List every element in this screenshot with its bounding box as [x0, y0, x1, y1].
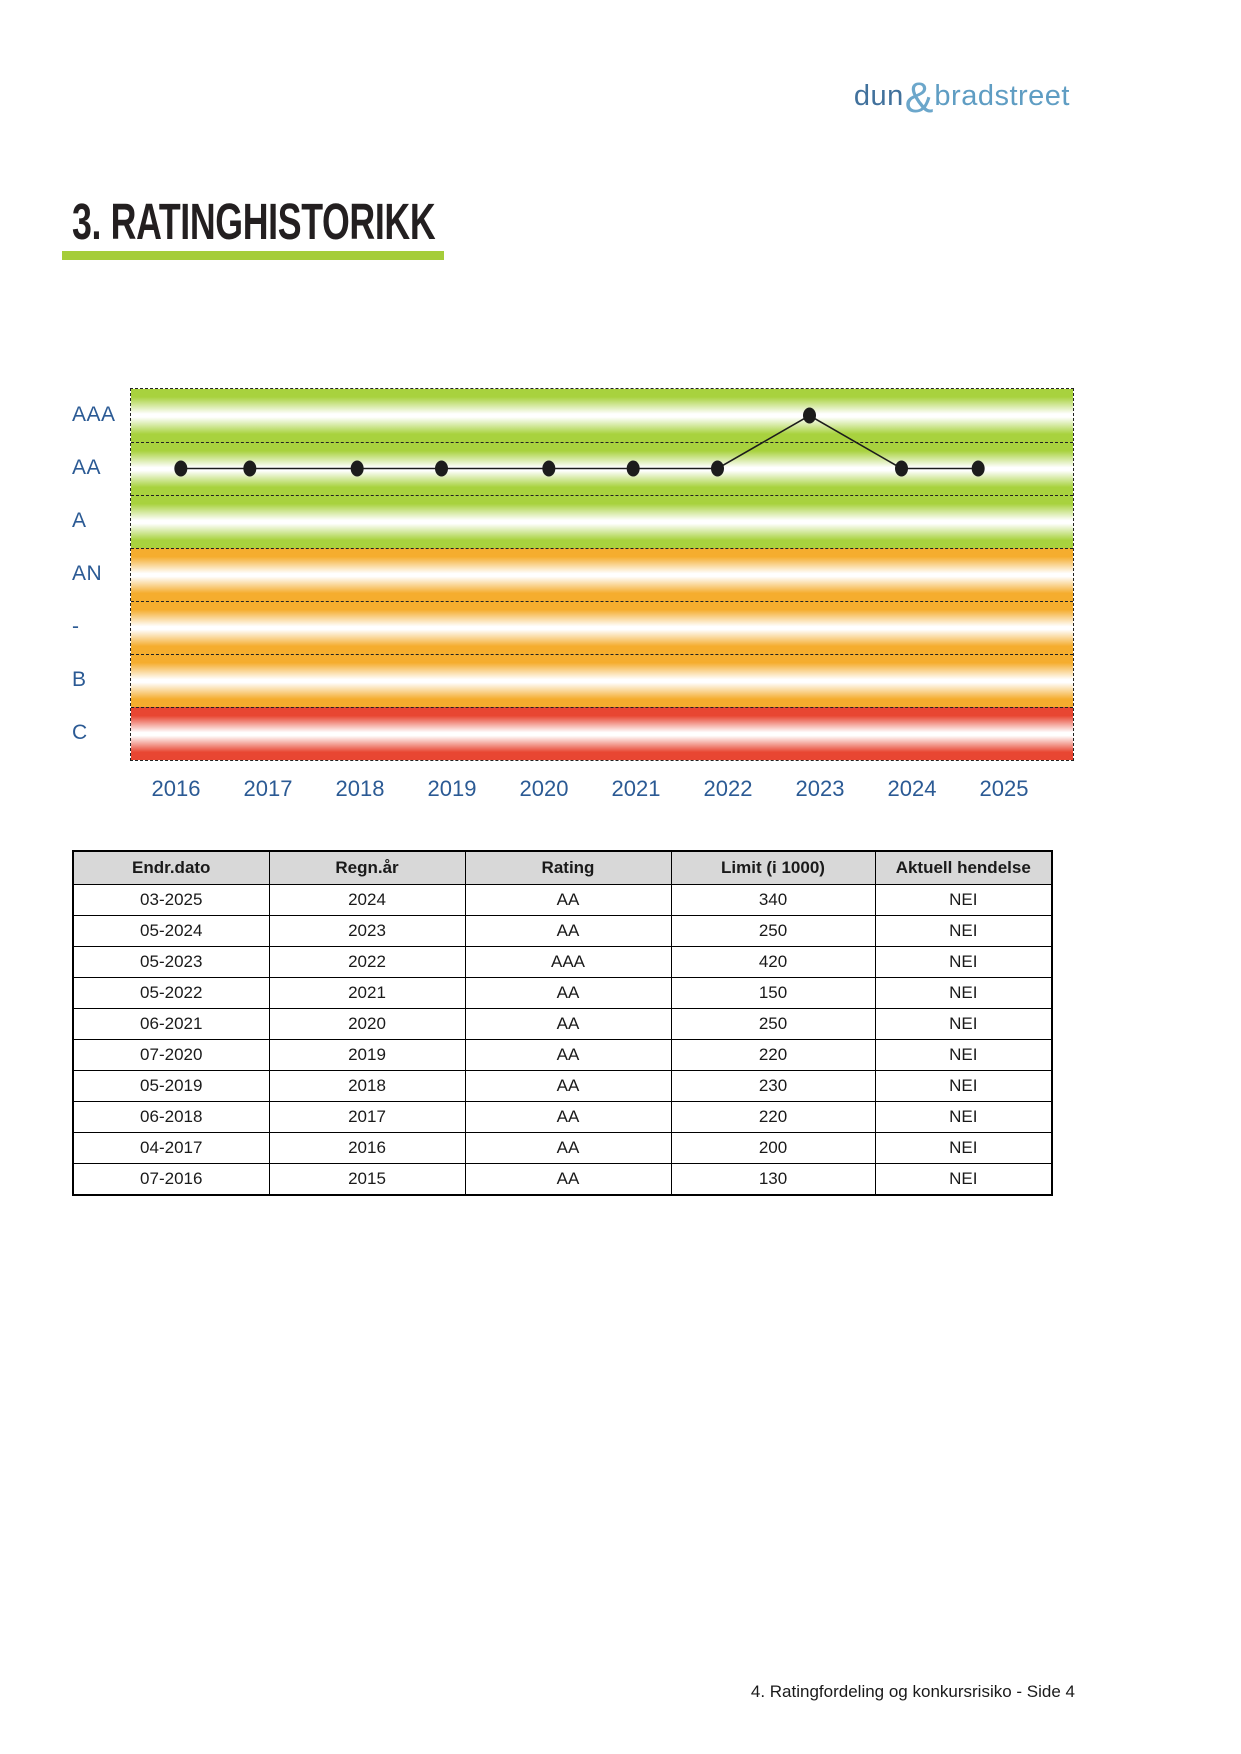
table-header-row: [73, 851, 1052, 885]
table-cell: 2019: [269, 1040, 465, 1071]
table-header-4: Aktuell hendelse: [875, 851, 1052, 885]
table-cell: 340: [671, 885, 875, 916]
table-cell: AA: [465, 1040, 671, 1071]
data-point-05-2019: [435, 461, 448, 477]
table-row: [73, 1164, 1052, 1196]
table-cell: AA: [465, 1009, 671, 1040]
data-point-05-2022: [711, 461, 724, 477]
table-row: [73, 885, 1052, 916]
table-header-0: Endr.dato: [73, 851, 269, 885]
y-axis-label-dash: -: [72, 614, 80, 638]
x-axis-label-2023: 2023: [795, 776, 845, 801]
x-axis-label-2017: 2017: [243, 776, 293, 801]
table-header-2: Rating: [465, 851, 671, 885]
data-point-04-2017: [243, 461, 256, 477]
rating-trend-chart: [131, 389, 1073, 760]
table-row: [73, 1071, 1052, 1102]
logo-text-dun: dun: [853, 80, 904, 112]
y-axis-label-aaa: AAA: [72, 402, 116, 426]
table-cell: NEI: [875, 1133, 1052, 1164]
table-cell: NEI: [875, 947, 1052, 978]
table-cell: 200: [671, 1133, 875, 1164]
x-axis-label-2016: 2016: [151, 776, 201, 801]
logo-text-bradstreet: bradstreet: [934, 80, 1070, 112]
table-cell: AA: [465, 1071, 671, 1102]
table-cell: AA: [465, 1164, 671, 1196]
x-axis-label-2024: 2024: [887, 776, 937, 801]
data-point-07-2016: [174, 461, 187, 477]
data-point-06-2018: [351, 461, 364, 477]
table-cell: 420: [671, 947, 875, 978]
x-axis-label-2021: 2021: [611, 776, 661, 801]
table-cell: 05-2022: [73, 978, 269, 1009]
x-axis-label-2025: 2025: [979, 776, 1029, 801]
table-row: [73, 947, 1052, 978]
table-cell: AAA: [465, 947, 671, 978]
table-cell: 250: [671, 1009, 875, 1040]
table-cell: 150: [671, 978, 875, 1009]
table-cell: AA: [465, 1133, 671, 1164]
table-row: [73, 916, 1052, 947]
y-axis-label-an: AN: [72, 561, 103, 585]
table-cell: NEI: [875, 978, 1052, 1009]
y-axis-label-b: B: [72, 667, 87, 691]
table-cell: 2017: [269, 1102, 465, 1133]
table-cell: 2023: [269, 916, 465, 947]
table-cell: NEI: [875, 885, 1052, 916]
page-title: 3. RATINGHISTORIKK: [72, 193, 436, 250]
table-cell: 06-2021: [73, 1009, 269, 1040]
x-axis-label-2022: 2022: [703, 776, 753, 801]
data-point-03-2025: [972, 461, 985, 477]
x-axis-label-2018: 2018: [335, 776, 385, 801]
table-cell: 2024: [269, 885, 465, 916]
table-cell: 05-2023: [73, 947, 269, 978]
table-cell: 2020: [269, 1009, 465, 1040]
title-accent-bar: [62, 251, 444, 260]
table-cell: 07-2016: [73, 1164, 269, 1196]
table-cell: 220: [671, 1102, 875, 1133]
data-point-06-2021: [627, 461, 640, 477]
x-axis-label-2019: 2019: [427, 776, 477, 801]
table-cell: NEI: [875, 1102, 1052, 1133]
table-row: [73, 1102, 1052, 1133]
data-point-05-2024: [895, 461, 908, 477]
table-row: [73, 1009, 1052, 1040]
table-cell: NEI: [875, 1071, 1052, 1102]
y-axis-label-aa: AA: [72, 455, 102, 479]
table-cell: 2018: [269, 1071, 465, 1102]
table-cell: 250: [671, 916, 875, 947]
table-cell: AA: [465, 1102, 671, 1133]
table-cell: 05-2019: [73, 1071, 269, 1102]
data-point-05-2023: [803, 408, 816, 424]
y-axis-label-a: A: [72, 508, 87, 532]
table-cell: 2016: [269, 1133, 465, 1164]
table-cell: 2021: [269, 978, 465, 1009]
table-cell: 04-2017: [73, 1133, 269, 1164]
table-cell: AA: [465, 916, 671, 947]
page-footer: 4. Ratingfordeling og konkursrisiko - Side 4: [750, 1682, 1075, 1701]
table-cell: AA: [465, 885, 671, 916]
table-header-3: Limit (i 1000): [671, 851, 875, 885]
table-cell: AA: [465, 978, 671, 1009]
y-axis-label-c: C: [72, 720, 88, 744]
logo-ampersand-icon: &: [904, 74, 934, 122]
rating-plot: [130, 388, 1074, 761]
table-cell: 130: [671, 1164, 875, 1196]
table-row: [73, 978, 1052, 1009]
table-row: [73, 1133, 1052, 1164]
table-cell: 230: [671, 1071, 875, 1102]
table-cell: NEI: [875, 1164, 1052, 1196]
chart-y-axis-labels: [72, 388, 128, 759]
table-cell: 05-2024: [73, 916, 269, 947]
table-cell: 03-2025: [73, 885, 269, 916]
data-point-07-2020: [542, 461, 555, 477]
table-cell: 2015: [269, 1164, 465, 1196]
table-cell: 2022: [269, 947, 465, 978]
table-cell: 220: [671, 1040, 875, 1071]
table-cell: NEI: [875, 1009, 1052, 1040]
table-cell: NEI: [875, 1040, 1052, 1071]
dun-and-bradstreet-logo: [854, 74, 1070, 123]
rating-trend-line: [181, 416, 978, 469]
table-row: [73, 1040, 1052, 1071]
x-axis-label-2020: 2020: [519, 776, 569, 801]
table-cell: 07-2020: [73, 1040, 269, 1071]
table-cell: NEI: [875, 916, 1052, 947]
table-cell: 06-2018: [73, 1102, 269, 1133]
chart-x-axis-labels: [130, 776, 1072, 802]
rating-history-table: [72, 850, 1053, 1196]
table-header-1: Regn.år: [269, 851, 465, 885]
